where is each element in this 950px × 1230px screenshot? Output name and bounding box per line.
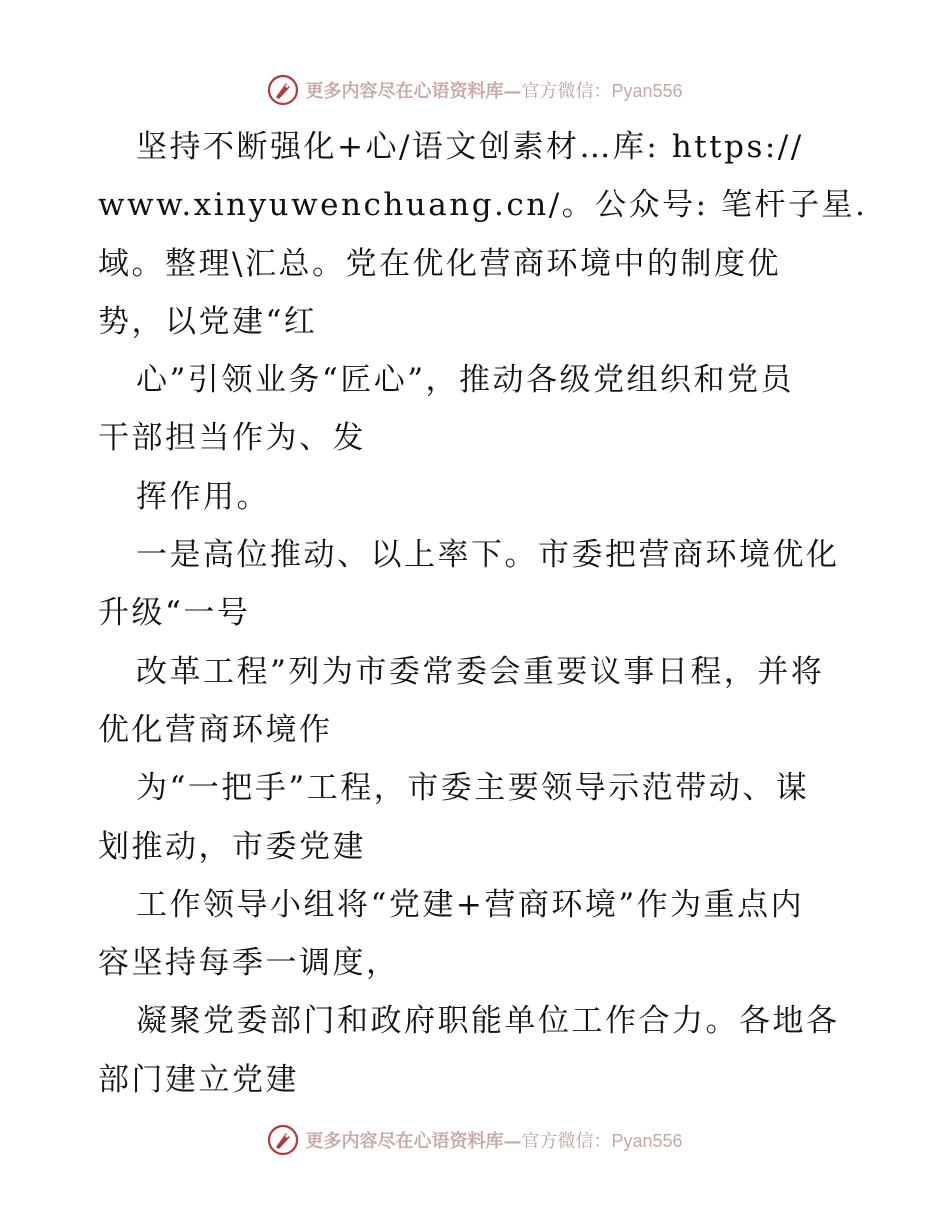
text-line: 干部担当作为、发 <box>98 420 366 457</box>
header-banner <box>0 70 950 110</box>
pen-nib-logo-icon <box>267 74 299 106</box>
text-line: 优化营商环境作 <box>98 711 333 748</box>
banner-wechat-id: Pyan556 <box>611 81 683 101</box>
banner-text <box>305 77 682 103</box>
text-line: 挥作用。 <box>136 478 270 515</box>
text-line: 改革工程”列为市委常委会重要议事日程，并将 <box>136 653 825 690</box>
text-line: 凝聚党委部门和政府职能单位工作合力。各地各 <box>136 1003 840 1040</box>
text-line: 工作领导小组将“党建+营商环境”作为重点内 <box>136 886 805 923</box>
banner-main-text: 更多内容尽在心语资料库 <box>305 1131 504 1152</box>
banner-wechat-id: Pyan556 <box>611 1131 683 1151</box>
text-line: 一是高位推动、以上率下。市委把营商环境优化 <box>136 537 840 574</box>
text-line: 心”引领业务“匠心”，推动各级党组织和党员 <box>136 362 795 399</box>
banner-separator: — <box>503 81 522 102</box>
text-line: 域。整理\汇总。党在优化营商环境中的制度优 <box>98 245 781 282</box>
footer-banner <box>0 1120 950 1160</box>
text-line: 升级“一号 <box>98 595 251 632</box>
pen-nib-logo-icon <box>267 1124 299 1156</box>
banner-main-text: 更多内容尽在心语资料库 <box>305 81 504 102</box>
banner-official-label: 官方微信： <box>521 81 612 102</box>
text-line: www.xinyuwenchuang.cn/。公众号: 笔杆子星. <box>98 187 868 224</box>
text-line: 划推动，市委党建 <box>98 828 366 865</box>
banner-official-label: 官方微信： <box>521 1131 612 1152</box>
text-line: 容坚持每季一调度， <box>98 945 400 982</box>
text-line: 为“一把手”工程，市委主要领导示范带动、谋 <box>136 770 810 807</box>
text-line: 部门建立党建 <box>98 1061 299 1098</box>
banner-text <box>305 1127 682 1153</box>
text-line: 势，以党建“红 <box>98 303 318 340</box>
banner-separator: — <box>503 1131 522 1152</box>
document-body <box>98 118 868 1109</box>
text-line: 坚持不断强化+心/语文创素材…库: https:// <box>136 129 804 165</box>
